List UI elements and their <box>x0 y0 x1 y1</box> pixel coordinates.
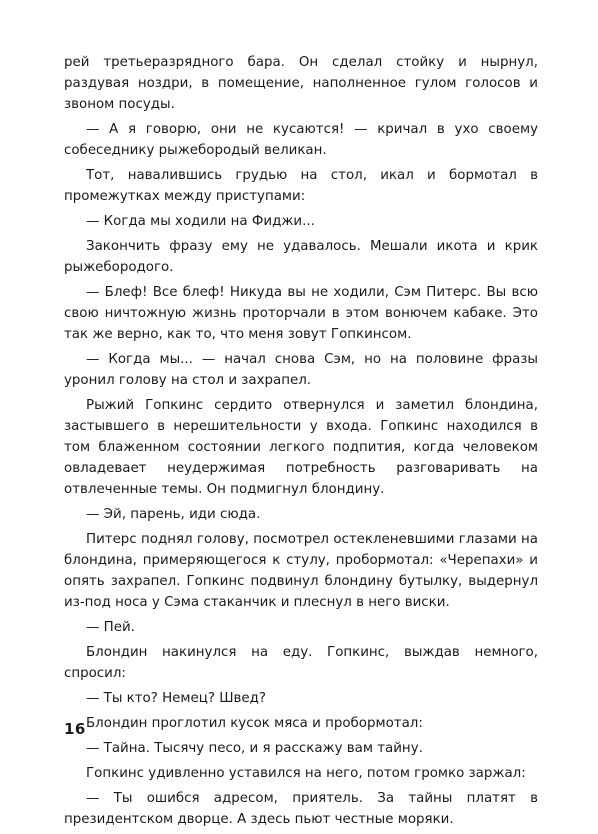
paragraph: Гопкинс удивленно уставился на него, потом громко заржал: <box>86 766 526 781</box>
paragraph: — А я говорю, они не кусаются! — кричал в ухо своему собеседнику рыжебородый великан. <box>64 122 538 158</box>
paragraph: — Ты кто? Немец? Швед? <box>86 691 267 706</box>
paragraph: — Тайна. Тысячу песо, и я расскажу вам тайну. <box>86 741 423 756</box>
paragraph: Питерс поднял голову, посмотрел остекленевшими глазами на блондина, примеряющегося к стулу, пробормотал: «Черепахи» и опять захрапел. Гопкинс подвинул блондину бутылку, выдернул из-под носа у Сэма стаканчик и плеснул в него виски. <box>64 532 538 610</box>
paragraph: Закончить фразу ему не удавалось. Мешали икота и крик рыжебородого. <box>64 239 538 275</box>
paragraph: — Когда мы... — начал снова Сэм, но на половине фразы уронил голову на стол и захрапел. <box>64 352 538 388</box>
paragraph: Блондин накинулся на еду. Гопкинс, выждав немного, спросил: <box>64 645 538 681</box>
paragraph: — Эй, парень, иди сюда. <box>86 507 261 522</box>
paragraph: Рыжий Гопкинс сердито отвернулся и заметил блондина, застывшего в нерешительности у входа. Гопкинс находился в том блаженном состоянии легкого подпития, когда человеком овладевает неудержимая потребность разговаривать на отвлеченные темы. Он подмигнул блондину. <box>64 398 538 497</box>
paragraph: — Пей. <box>86 620 135 635</box>
paragraph: — Ты ошибся адресом, приятель. За тайны платят в президентском дворце. А здесь пьют честные моряки. <box>64 791 538 827</box>
book-page-text <box>64 52 538 834</box>
paragraph: — Блеф! Все блеф! Никуда вы не ходили, Сэм Питерс. Вы всю свою ничтожную жизнь проторчали в этом вонючем кабаке. Это так же верно, как то, что меня зовут Гопкинсом. <box>64 285 538 342</box>
paragraph: — Когда мы ходили на Фиджи... <box>86 214 315 229</box>
page-number: 16 <box>64 720 86 738</box>
paragraph: Блондин проглотил кусок мяса и пробормотал: <box>86 716 423 731</box>
paragraph: рей третьеразрядного бара. Он сделал стойку и нырнул, раздувая ноздри, в помещение, наполненное гулом голосов и звоном посуды. <box>64 55 538 112</box>
paragraph: Тот, навалившись грудью на стол, икал и бормотал в промежутках между приступами: <box>64 168 538 204</box>
